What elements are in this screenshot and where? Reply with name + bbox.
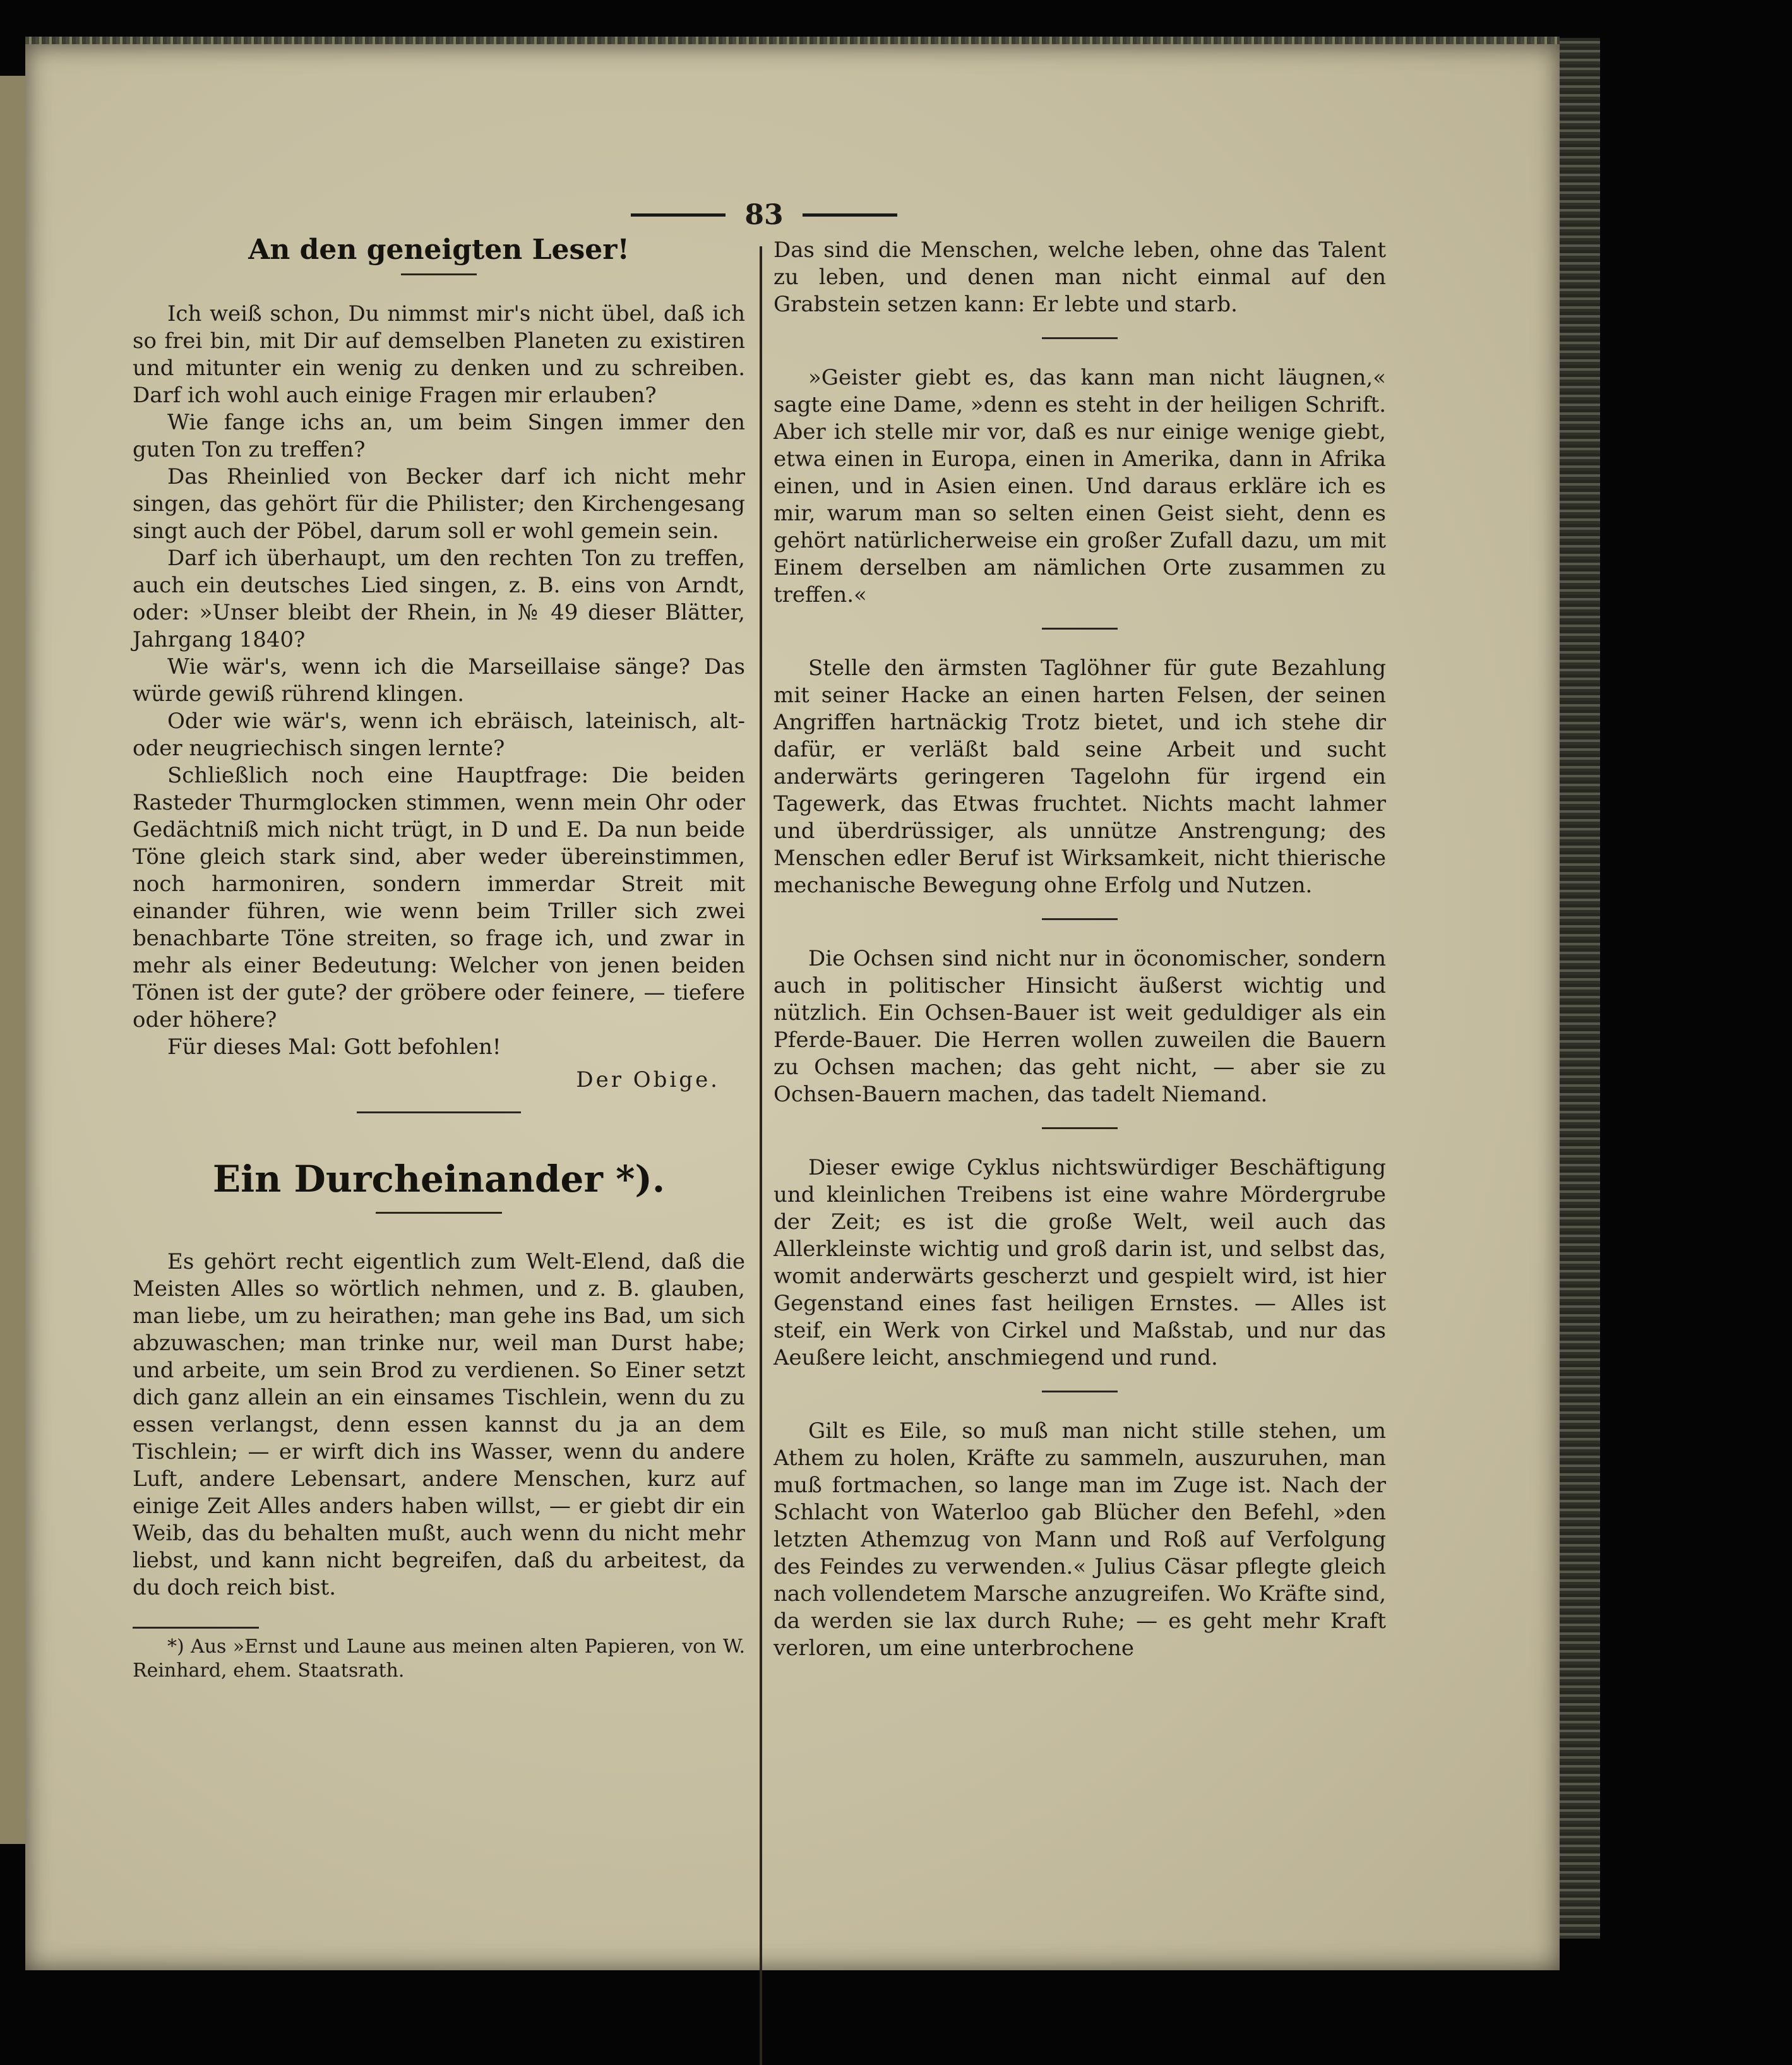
section-rule <box>1042 337 1118 339</box>
heading-durcheinander: Ein Durcheinander *). <box>212 1158 666 1200</box>
page-header <box>606 189 922 240</box>
paragraph: Schließlich noch eine Hauptfrage: Die beiden Rasteder Thurmglocken stimmen, wenn mein Ohr oder Gedächtniß mich nicht trügt, in D und E. Da nun beide Töne gleich stark sind, aber weder übereinstimmen, noch harmoniren, sondern immerdar Streit mit einander führen, wie wenn beim Triller sich zwei benachbarte Töne streiten, so frage ich, und zwar in mehr als einer Bedeutung: Welcher von jenen beiden Tönen ist der gute? der gröbere oder feinere, — tiefere oder höhere? <box>133 763 745 1032</box>
column-divider <box>760 246 762 2065</box>
footnote <box>133 1635 745 1683</box>
paragraph: Es gehört recht eigentlich zum Welt-Elend, daß die Meisten Alles so wörtlich nehmen, und z. B. glauben, man liebe, um zu heirathen; man gehe ins Bad, um sich abzuwaschen; man trinke nur, weil man Durst habe; und arbeite, um sein Brod zu verdienen. So Einer setzt dich ganz allein an ein einsames Tischlein, wenn du zu essen verlangst, denn essen kannst du ja an dem Tischlein; — er wirft dich ins Wasser, wenn du andere Luft, andere Lebensart, andere Menschen, kurz auf einige Zeit Alles anders haben willst, — er giebt dir ein Weib, das du behalten mußt, auch wenn du nicht mehr liebst, und kann nicht begreifen, daß du arbeitest, da du doch reich bist. <box>133 1249 745 1600</box>
section-rule <box>1042 1391 1118 1392</box>
heading-rule <box>401 273 477 275</box>
paragraph: Gilt es Eile, so muß man nicht stille stehen, um Athem zu holen, Kräfte zu sammeln, auszuruhen, man muß fortmachen, so lange man im Zuge ist. Nach der Schlacht von Waterloo gab Blücher den Befehl, »den letzten Athemzug von Mann und Roß auf Verfolgung des Feindes zu verwenden.« Julius Cäsar pflegte gleich nach vollendetem Marsche anzugreifen. Wo Kräfte sind, da werden sie lax durch Ruhe; — es geht mehr Kraft verloren, um eine unterbrochene <box>774 1418 1386 1661</box>
section-rule <box>1042 1127 1118 1129</box>
left-column <box>133 234 745 1683</box>
paragraph: Stelle den ärmsten Taglöhner für gute Bezahlung mit seiner Hacke an einen harten Felsen, der seinen Angriffen hartnäckig Trotz bietet, und ich stehe dir dafür, er verläßt bald seine Arbeit und sucht anderwärts geringeren Tagelohn für irgend ein Tagewerk, das Etwas fruchtet. Nichts macht lahmer und überdrüssiger, als unnütze Anstrengung; des Menschen edler Beruf ist Wirksamkeit, nicht thierische mechanische Bewegung ohne Erfolg und Nutzen. <box>774 655 1386 898</box>
book-cover-edge <box>1560 38 1600 1939</box>
heading-leser: An den geneigten Leser! <box>248 234 630 266</box>
paragraph: Dieser ewige Cyklus nichtswürdiger Beschäftigung und kleinlichen Treibens ist eine wahre Mördergrube der Zeit; es ist die große Welt, weil auch das Allerkleinste wichtig und groß darin ist, und selbst das, womit anderwärts gescherzt und gespielt wird, ist hier Gegenstand eines fast heiligen Ernstes. — Alles ist steif, ein Werk von Cirkel und Maßstab, und nur das Aeußere leicht, anschmiegend und rund. <box>774 1155 1386 1370</box>
paragraph: Darf ich überhaupt, um den rechten Ton zu treffen, auch ein deutsches Lied singen, z. B. eins von Arndt, oder: »Unser bleibt der Rhein, in № 49 dieser Blätter, Jahrgang 1840? <box>133 546 745 652</box>
right-column <box>774 237 1386 1662</box>
paragraph: Die Ochsen sind nicht nur in öconomischer, sondern auch in politischer Hinsicht äußerst wichtig und nützlich. Ein Ochsen-Bauer ist weit geduldiger als ein Pferde-Bauer. Die Herren wollen zuweilen die Bauern zu Ochsen machen; das geht nicht, — aber sie zu Ochsen-Bauern machen, das tadelt Niemand. <box>774 946 1386 1107</box>
footnote-rule <box>133 1627 259 1629</box>
header-rule-right <box>803 213 897 217</box>
paragraph: »Geister giebt es, das kann man nicht läugnen,« sagte eine Dame, »denn es steht in der heiligen Schrift. Aber ich stelle mir vor, daß es nur einige wenige giebt, etwa einen in Europa, einen in Amerika, dann in Afrika einen, und in Asien einen. Und daraus erkläre ich es mir, warum man so selten einen Geist sieht, denn es gehört natürlicherweise ein großer Zufall dazu, um mit Einem derselben am nämlichen Orte zusammen zu treffen.« <box>774 365 1386 608</box>
footnote-text: *) Aus »Ernst und Laune aus meinen alten Papieren, von W. Reinhard, ehem. Staatsrath. <box>133 1636 745 1682</box>
paragraph: Wie fange ichs an, um beim Singen immer den guten Ton zu treffen? <box>133 410 745 462</box>
paragraph: Ich weiß schon, Du nimmst mir's nicht übel, daß ich so frei bin, mit Dir auf demselben Planeten zu existiren und mitunter ein wenig zu denken und zu schreiben. Darf ich wohl auch einige Fragen mir erlauben? <box>133 301 745 408</box>
section-rule <box>1042 918 1118 920</box>
paragraph: Für dieses Mal: Gott befohlen! <box>167 1034 501 1060</box>
signature: Der Obige. <box>576 1067 720 1092</box>
paragraph: Oder wie wär's, wenn ich ebräisch, lateinisch, alt- oder neugriechisch singen lernte? <box>133 709 745 761</box>
paragraph: Das sind die Menschen, welche leben, ohne das Talent zu leben, und denen man nicht einmal auf den Grabstein setzen kann: Er lebte und starb. <box>774 237 1386 317</box>
header-rule-left <box>631 213 726 217</box>
section-rule <box>357 1111 521 1113</box>
page-left-edge <box>0 76 25 1844</box>
section-rule <box>1042 628 1118 630</box>
heading-rule <box>376 1212 502 1214</box>
paragraph: Wie wär's, wenn ich die Marseillaise sänge? Das würde gewiß rührend klingen. <box>133 654 745 707</box>
page-number: 83 <box>744 198 784 231</box>
paragraph: Das Rheinlied von Becker darf ich nicht mehr singen, das gehört für die Philister; den Kirchengesang singt auch der Pöbel, darum soll er wohl gemein sein. <box>133 464 745 544</box>
